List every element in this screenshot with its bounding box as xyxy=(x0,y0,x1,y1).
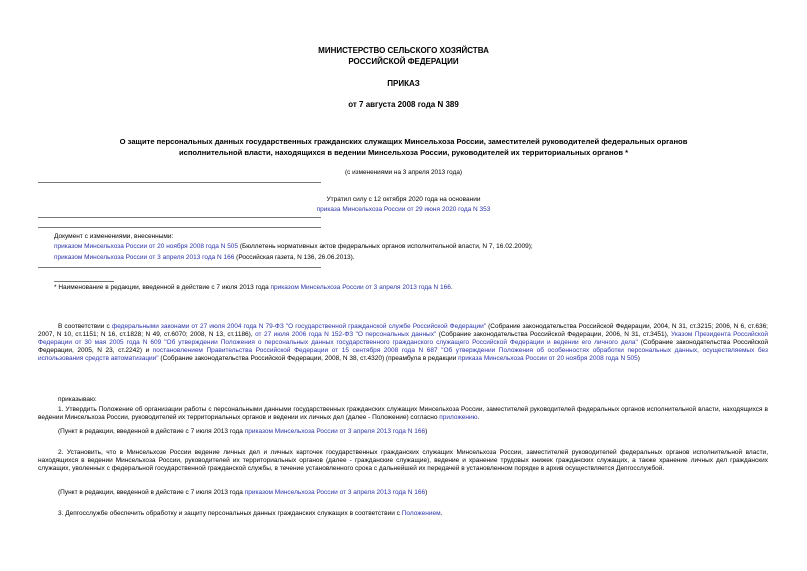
preamble-text-1: В соответствии с xyxy=(58,323,112,330)
item-1-note-link[interactable]: приказом Минсельхоза России от 3 апреля 2013 года N 166 xyxy=(244,428,426,435)
separator-rule xyxy=(38,227,321,228)
changes-intro: Документ с изменениями, внесенными: xyxy=(54,233,174,240)
order-word: приказываю: xyxy=(58,396,97,403)
item-2-paragraph: 2. Установить, что в Минсельхозе России ведение личных дел и личных карточек государственных гражданских служащих Минсельхоза России, заместителей руководителей федеральных органов исполнительной власти, находящихся в ведении Минсельхоза России, руководителей их территориальных органов (далее - гражданские служащие), ведение и хранение трудовых книжек гражданских служащих, а также хранение личных дел гражданских служащих, уволенных с федеральной государственной гражданской службы, в течение установленного срока с дальнейшей их передачей в установленном порядке в архив осуществляется Депгоcслужбой. xyxy=(38,449,768,472)
expired-order-link[interactable]: приказа Минсельхоза России от 29 июня 2020 года N 353 xyxy=(316,206,491,213)
footnote-end: . xyxy=(450,284,453,291)
separator-rule xyxy=(38,267,321,268)
appendix-link[interactable]: приложению xyxy=(439,414,478,421)
item-1-end: . xyxy=(477,414,480,421)
item-1-note-text: (Пункт в редакции, введенной в действие с 7 июля 2013 года xyxy=(58,428,245,435)
expired-line: Утратил силу с 12 октября 2020 года на основании xyxy=(326,196,481,203)
law-152fz-link[interactable]: от 27 июля 2006 года N 152-ФЗ "О персональных данных" xyxy=(255,331,437,338)
item-1-note xyxy=(58,428,427,436)
preamble-text-6: ) xyxy=(637,355,640,362)
revision-note: (с изменениями на 3 апреля 2013 года) xyxy=(345,169,462,176)
item-2-note xyxy=(58,489,427,497)
footnote xyxy=(54,284,453,292)
separator-rule xyxy=(38,217,321,218)
preamble-text-2: (Собрание законодательства Российской Федерации, 2004, N 31, ст.3215; 2006, N 6, ст.636; 2007, N 10, ст.1151; N 16, ст.1828; N 49, ст.6070; 2008, N 13, ст.1186), xyxy=(38,323,768,338)
preamble-text-5: (Собрание законодательства Российской Федерации, 2008, N 38, ст.4320) (преамбула в редакции xyxy=(158,355,459,362)
item-3-text: 3. Депгоcслужбе обеспечить обработку и защиту персональных данных гражданских служащих в соответствии с xyxy=(58,510,402,517)
preamble-text-4: (Собрание законодательства Российской Федерации, 2005, N 23, ст.2242) и xyxy=(38,339,768,354)
changes-item-1 xyxy=(54,243,533,251)
decree-609-link[interactable]: Указом Президента Российской Федерации от 30 мая 2005 года N 609 "Об утверждении Положения о персональных данных государственного гражданского служащего Российской Федерации и ведении его личного дела" xyxy=(38,331,769,346)
resolution-687-link[interactable]: постановлением Правительства Российской Федерации от 15 сентября 2008 года N 687 "Об утверждении Положения об особенностях обработки персональных данных, осуществляемых без использования средств автоматизации" xyxy=(38,347,768,362)
doc-title-line-2: исполнительной власти, находящихся в ведении Минсельхоза России, руководителей их территориальных органов * xyxy=(178,148,629,157)
change-order-505-link[interactable]: приказом Минсельхоза России от 20 ноября 2008 года N 505 xyxy=(54,243,239,250)
change-item-2-source: (Российская газета, N 136, 26.06.2013). xyxy=(234,254,355,261)
footnote-rule xyxy=(54,281,114,282)
doc-date: от 7 августа 2008 года N 389 xyxy=(348,100,459,109)
footnote-link[interactable]: приказом Минсельхоза России от 3 апреля 2013 года N 166 xyxy=(270,284,451,291)
item-3-end: . xyxy=(440,510,443,517)
doc-type: ПРИКАЗ xyxy=(387,79,420,88)
footnote-text: * Наименование в редакции, введенной в действие с 7 июля 2013 года xyxy=(54,284,271,291)
item-1-text: 1. Утвердить Положение об организации работы с персональными данными государственных гражданских служащих Минсельхоза России, заместителей руководителей федеральных органов исполнительной власти, находящихся в ведении Минсельхоза России, руководителей их территориальных органов и ведении их личных дел (далее - Положение) согласно xyxy=(38,406,768,421)
ministry-line-2: РОССИЙСКОЙ ФЕДЕРАЦИИ xyxy=(348,57,459,66)
preamble-text-3: (Собрание законодательства Российской Федерации, 2006, N 31, ст.3451), xyxy=(436,331,672,338)
item-2-note-link[interactable]: приказом Минсельхоза России от 3 апреля 2013 года N 166 xyxy=(244,489,426,496)
preamble-paragraph xyxy=(38,323,768,363)
item-1-paragraph xyxy=(38,406,768,422)
item-3-paragraph xyxy=(58,510,442,518)
expired-link-row xyxy=(0,206,807,214)
item-2-note-end: ) xyxy=(425,489,428,496)
separator-rule xyxy=(38,182,321,183)
ministry-line-1: МИНИСТЕРСТВО СЕЛЬСКОГО ХОЗЯЙСТВА xyxy=(318,46,489,55)
item-2-note-text: (Пункт в редакции, введенной в действие с 7 июля 2013 года xyxy=(58,489,245,496)
doc-title-line-1: О защите персональных данных государственных гражданских служащих Минсельхоза России, заместителей руководителей федеральных органов xyxy=(119,137,688,146)
change-item-1-source: (Бюллетень нормативных актов федеральных органов исполнительной власти, N 7, 16.02.2009); xyxy=(238,243,533,250)
preamble-order-505-link[interactable]: приказа Минсельхоза России от 20 ноября 2008 года N 505 xyxy=(458,355,638,362)
changes-item-2 xyxy=(54,254,355,262)
law-79fz-link[interactable]: федеральными законами от 27 июля 2004 года N 79-ФЗ "О государственной гражданской службе Российской Федерации" xyxy=(111,323,487,330)
change-order-166-link[interactable]: приказом Минсельхоза России от 3 апреля 2013 года N 166 xyxy=(54,254,235,261)
item-1-note-end: ) xyxy=(425,428,428,435)
regulation-link[interactable]: Положением xyxy=(401,510,441,517)
